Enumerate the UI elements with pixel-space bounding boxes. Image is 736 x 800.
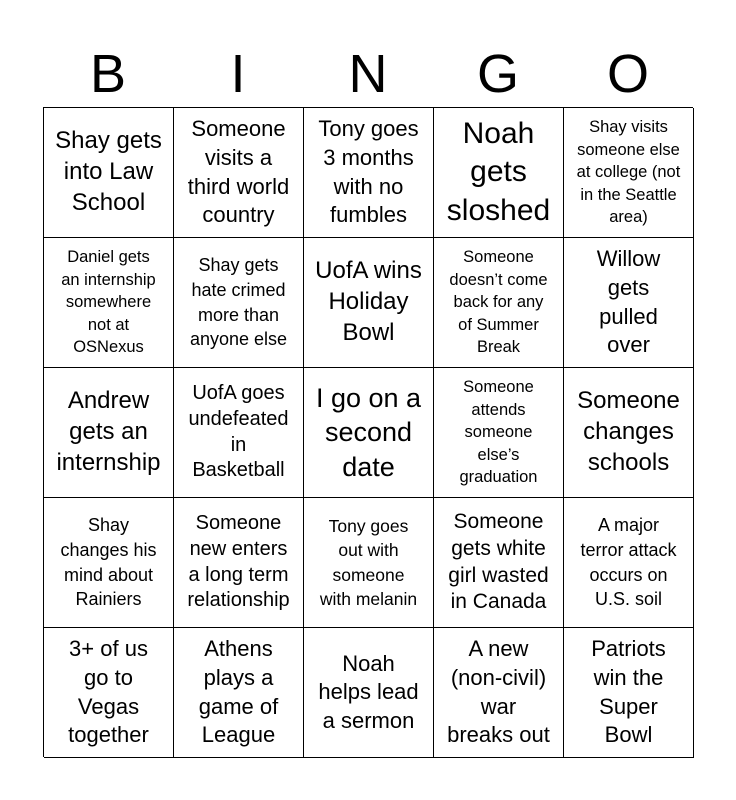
cell-text: Someone new enters a long term relationship [187, 512, 290, 612]
cell-text: Someone gets white girl wasted in Canada [448, 509, 549, 614]
bingo-cell[interactable] [44, 628, 174, 758]
bingo-cell[interactable] [434, 108, 564, 238]
cell-text: Shay gets into Law School [55, 127, 162, 216]
bingo-cell[interactable] [564, 108, 694, 238]
header-letter-o: O [606, 44, 649, 104]
cell-text: I go on a second date [315, 383, 422, 482]
bingo-cell[interactable] [304, 498, 434, 628]
cell-text: Patriots win the Super Bowl [591, 636, 666, 748]
bingo-cell[interactable] [434, 628, 564, 758]
cell-text: Andrew gets an internship [56, 387, 161, 476]
cell-text: UofA goes undefeated in Basketball [188, 382, 289, 482]
bingo-cell[interactable] [304, 108, 434, 238]
bingo-cell[interactable] [564, 498, 694, 628]
bingo-cell[interactable] [434, 238, 564, 368]
header-letter-n: N [348, 44, 388, 104]
bingo-cell[interactable] [174, 498, 304, 628]
header-letter-b: B [89, 44, 127, 104]
cell-text: Someone doesn’t come back for any of Summer Break [449, 248, 548, 357]
cell-text: Shay visits someone else at college (not in the Seattle area) [576, 118, 681, 227]
bingo-cell[interactable] [174, 108, 304, 238]
cell-text: Daniel gets an internship somewhere not at OSNexus [61, 248, 156, 357]
bingo-cell[interactable] [44, 108, 174, 238]
bingo-cell[interactable] [44, 368, 174, 498]
cell-text: Tony goes 3 months with no fumbles [318, 116, 419, 228]
cell-text: Shay changes his mind about Rainiers [60, 514, 157, 610]
bingo-cell[interactable] [304, 368, 434, 498]
bingo-cell[interactable] [304, 628, 434, 758]
bingo-cell[interactable] [304, 238, 434, 368]
header-letter-i: I [230, 44, 246, 104]
bingo-cell[interactable] [44, 498, 174, 628]
bingo-cell[interactable] [564, 628, 694, 758]
cell-text: Noah helps lead a sermon [318, 650, 419, 733]
bingo-cell[interactable] [174, 628, 304, 758]
cell-text: A major terror attack occurs on U.S. soil [580, 514, 677, 610]
bingo-cell[interactable] [44, 238, 174, 368]
bingo-cell[interactable] [174, 368, 304, 498]
cell-text: Shay gets hate crimed more than anyone else [189, 254, 288, 350]
bingo-header [43, 40, 693, 108]
bingo-cell[interactable] [174, 238, 304, 368]
cell-text: Tony goes out with someone with melanin [319, 516, 418, 609]
cell-text: Someone changes schools [577, 387, 680, 476]
cell-text: A new (non-civil) war breaks out [447, 636, 550, 748]
bingo-grid [43, 107, 693, 757]
cell-text: Someone attends someone else’s graduation [459, 378, 538, 487]
cell-text: UofA wins Holiday Bowl [315, 257, 422, 346]
header-letter-g: G [476, 44, 519, 104]
cell-text: Someone visits a third world country [187, 116, 290, 228]
cell-text: Willow gets pulled over [596, 246, 661, 358]
cell-text: Noah gets sloshed [446, 116, 551, 227]
bingo-cell[interactable] [564, 238, 694, 368]
bingo-cell[interactable] [434, 498, 564, 628]
cell-text: Athens plays a game of League [198, 636, 279, 748]
bingo-cell[interactable] [564, 368, 694, 498]
bingo-cell[interactable] [434, 368, 564, 498]
cell-text: 3+ of us go to Vegas together [68, 636, 149, 748]
